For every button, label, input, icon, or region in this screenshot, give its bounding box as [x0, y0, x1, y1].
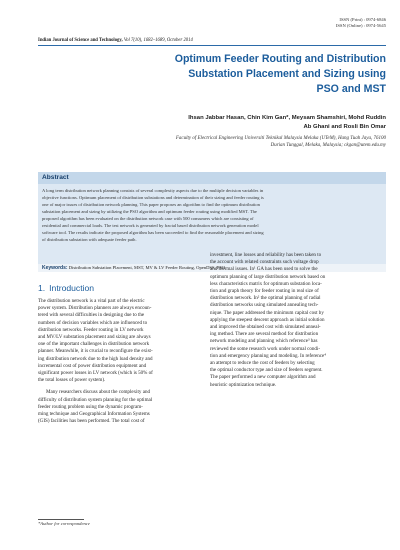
abstract-line: A long term distribution network planning consists of several complexity aspects due to the multiple decision variables in	[42, 188, 264, 193]
body-line: tion and emergency planning and modeling. In reference⁴	[210, 352, 327, 359]
body-line: investment, line losses and reliability has been taken to	[210, 252, 322, 258]
body-line: an attempt to reduce the cost of feeders by selecting	[210, 360, 315, 367]
body-line: applying the steepest descent approach as initial solution	[210, 316, 325, 323]
journal-citation	[38, 38, 193, 43]
keywords-text: Distribution Substation Placement, MST, MV & LV Feeder Routing, OpenDSS, PSO	[68, 265, 226, 270]
body-line: (GIS) facilities has been performed. The total cost of	[38, 418, 145, 425]
section-title: Introduction	[49, 283, 95, 293]
body-line: incremental cost of power distribution equipment and	[38, 362, 147, 369]
body-line: ming technique and Geographical Information Systems	[38, 411, 150, 418]
abstract-line: proposed algorithm has been evaluated on the distribution network case with 500 consumers which are consisting of	[42, 216, 254, 221]
abstract-line: of distribution substation with adequate feeder path.	[42, 237, 137, 242]
body-line: Many researchers discuss about the complexity and	[46, 389, 150, 396]
abstract-heading: Abstract	[38, 172, 386, 184]
body-line: distribution networks. Feeder routing in LV network	[38, 326, 144, 333]
issn-online: ISSN (Online) : 0974-5645	[335, 23, 386, 28]
body-line: one of the important challenges in distribution network	[38, 341, 150, 348]
body-line: network modeling and planning which reference³ has	[210, 338, 318, 345]
body-line: The distribution network is a vital part of the electric	[38, 298, 145, 304]
paper-title	[60, 52, 386, 97]
affiliation-line-2: Durian Tunggal, Melaka, Malaysia; ckgan@utem.edu.my	[270, 143, 386, 148]
abstract-line: objective functions. Optimum placement of distribution substations and determination of their sizing and feeder routing is	[42, 195, 264, 200]
body-line: and thermal issues. In¹ GA has been used to solve the	[210, 266, 318, 273]
body-line: power system. Distribution planners are always encoun-	[38, 305, 152, 312]
abstract-box	[38, 172, 386, 264]
body-line: less characteristics matrix for optimum substation loca-	[210, 280, 322, 287]
body-line: numbers of decision variables which are influenced to	[38, 319, 148, 326]
header-divider	[38, 45, 386, 46]
body-line: The paper performed a new computer algorithm and	[210, 374, 316, 381]
journal-name: Indian Journal of Science and Technology,	[38, 38, 123, 43]
body-line: reviewed the some research work under normal condi-	[210, 345, 321, 352]
abstract-line: residential and commercial loads. The test network is generated by fractal based distribution network generation model	[42, 223, 259, 228]
body-line: heuristic optimization technique.	[210, 381, 277, 388]
abstract-line: substation placement and sizing by utilizing the PSO algorithm and optimum feeder routing using modified MST. The	[42, 209, 257, 214]
body-line: difficulty of distribution system planning for the optimal	[38, 396, 153, 403]
abstract-line: software tool. The results indicate the proposed algorithm has been succeeded to find the reasonable placement and sizing	[42, 230, 264, 235]
footnote: *Author for correspondence	[38, 521, 90, 526]
section-heading	[38, 283, 98, 293]
body-line: distribution network. In² the optimal planning of radial	[210, 295, 321, 302]
body-line: nique. The paper addressed the minimum capital cost by	[210, 309, 324, 316]
body-line: the optimal conductor type and size of feeders segment.	[210, 367, 323, 374]
issn-print: ISSN (Print) : 0974-6846	[339, 17, 386, 22]
keywords-label: Keywords:	[42, 265, 68, 271]
left-column	[38, 298, 193, 425]
body-line: distribution networks using simulated annealing tech-	[210, 302, 319, 309]
body-line: tered with several difficulties in designing due to the	[38, 312, 145, 319]
abstract-text	[42, 187, 382, 243]
authors-line-2: Ab Ghani and Rosli Bin Omar	[303, 124, 386, 130]
body-line: ing method. There are several method for distribution	[210, 331, 319, 338]
abstract-line: one of major issues of distribution network planning. This paper proposes an algorithm to find the optimum distribution	[42, 202, 260, 207]
title-line-1: Optimum Feeder Routing and Distribution	[174, 53, 386, 65]
body-line: significant power losses in LV network (which is 50% of	[38, 370, 153, 377]
journal-details: Vol 7(10), 1682–1689, October 2014	[123, 38, 193, 43]
body-line: the total losses of power system).	[38, 377, 106, 384]
issn-block	[266, 17, 386, 29]
body-line: and MV/LV substation placement and sizing are always	[38, 334, 151, 341]
body-line: feeder routing problem using the dynamic program-	[38, 403, 143, 410]
body-line: tion and graph theory for feeder routing in real size of	[210, 288, 319, 295]
body-line: the account with related constraints such voltage drop	[210, 259, 319, 266]
title-line-3: PSO and MST	[316, 83, 386, 95]
body-line: optimum planning of large distribution network based on	[210, 273, 326, 280]
authors-line-1: Ihsan Jabbar Hasan, Chin Kim Gan*, Meysam Shamshiri, Mohd Ruddin	[188, 115, 386, 121]
affiliation-line-1: Faculty of Electrical Engineering Universiti Teknikal Malaysia Melaka (UTeM), Hang Tuah Jaya, 76100	[175, 136, 386, 141]
body-line: ing distribution network due to the high load density and	[38, 355, 153, 362]
affiliation	[100, 135, 386, 149]
title-line-2: Substation Placement and Sizing using	[188, 68, 386, 80]
body-line: and improved the obtained cost with simulated anneal-	[210, 324, 321, 331]
footnote-divider	[38, 519, 84, 520]
body-line: planner. Meanwhile, it is crucial to reconfigure the exist-	[38, 348, 153, 355]
right-column	[210, 252, 386, 389]
section-number: 1.	[38, 283, 46, 293]
author-list	[120, 114, 386, 132]
